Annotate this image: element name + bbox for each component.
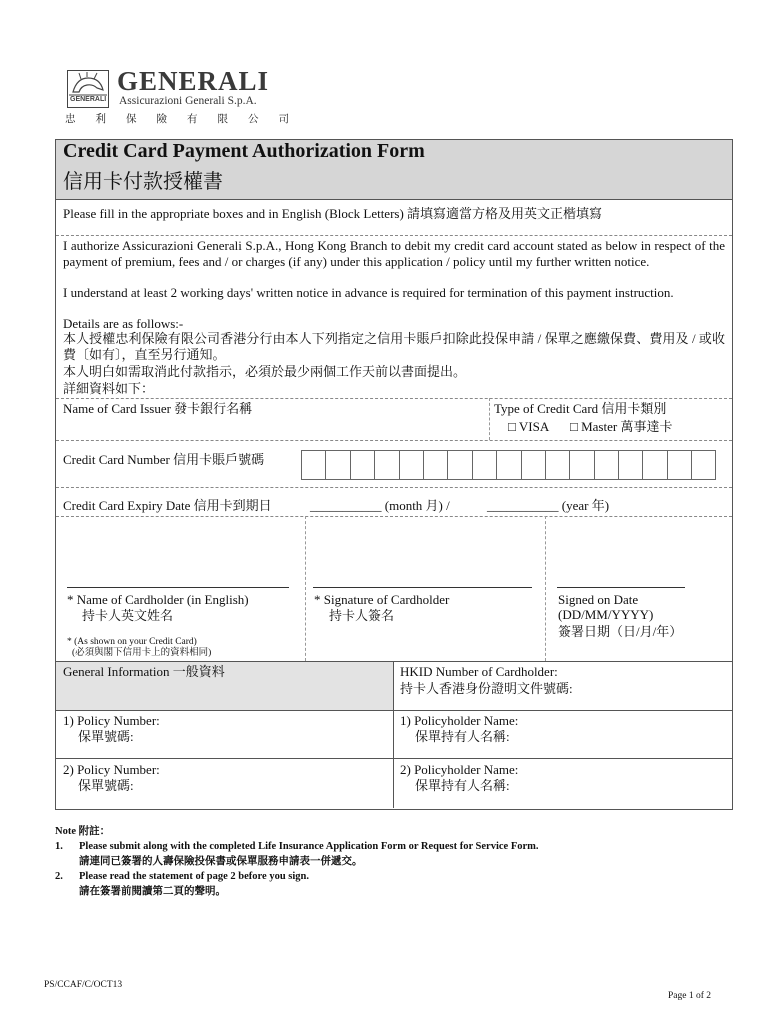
policyholder-1-zh: 保單持有人名稱: (415, 729, 510, 744)
signed-date-line[interactable] (557, 587, 685, 588)
hkid-label-zh: 持卡人香港身份證明文件號碼: (400, 681, 573, 696)
policy-number-1: 1) Policy Number: (63, 713, 160, 728)
divider (56, 398, 732, 399)
company-name-zh: 忠利保險有限公司 (65, 114, 309, 125)
notes-heading: Note 附註： (55, 826, 111, 837)
divider (56, 516, 732, 517)
general-info-label: General Information 一般資料 (63, 664, 225, 679)
visa-checkbox[interactable]: □ VISA (508, 419, 550, 434)
authorization-zh-2: 本人明白如需取消此付款指示，必須於最少兩個工作天前以書面提出。 (63, 364, 467, 379)
divider (393, 661, 394, 808)
authorization-en-1: I authorize Assicurazioni Generali S.p.A., Hong Kong Branch to debit my credit card account stated as below in respect of the payment of premium, fees and / or charges (if any) under this application / policy until my further written notice. (63, 238, 725, 269)
brand-name: GENERALI (117, 66, 270, 96)
footnote-en: * (As shown on your Credit Card) (67, 637, 197, 647)
logo-caption: GENERALI (70, 96, 107, 103)
policy-number-1-zh: 保單號碼: (78, 729, 134, 744)
expiry-month-field[interactable]: ___________ (month 月) / (310, 498, 450, 513)
footnote-zh: (必須與閣下信用卡上的資料相同) (72, 648, 212, 658)
note-2-number: 2. (55, 871, 63, 882)
authorization-zh-1: 本人授權忠利保險有限公司香港分行由本人下列指定之信用卡賬戶扣除此投保申請 / 保單之應繳保費、費用及 / 或收費〔如有〕，直至另行通知。 (63, 331, 725, 362)
form-code: PS/CCAF/C/OCT13 (44, 980, 123, 990)
note-2-zh: 請在簽署前閱讀第二頁的聲明。 (79, 886, 226, 897)
cardholder-name-line[interactable] (67, 587, 289, 588)
expiry-label: Credit Card Expiry Date 信用卡到期日 (63, 498, 272, 513)
divider (545, 516, 546, 661)
divider (305, 516, 306, 661)
card-number-label: Credit Card Number 信用卡賬戶號碼 (63, 452, 265, 467)
instruction: Please fill in the appropriate boxes and in English (Block Letters) 請填寫適當方格及用英文正楷填寫 (63, 206, 603, 221)
generali-logo (67, 70, 109, 108)
expiry-year-field[interactable]: ___________ (year 年) (487, 498, 610, 513)
form-title-zh: 信用卡付款授權書 (63, 171, 223, 193)
card-type-label: Type of Credit Card 信用卡類別 (494, 401, 667, 416)
cardholder-name-zh: 持卡人英文姓名 (82, 608, 174, 623)
page-number: Page 1 of 2 (668, 991, 712, 1001)
policy-number-2-zh: 保單號碼: (78, 778, 134, 793)
card-issuer-label: Name of Card Issuer 發卡銀行名稱 (63, 401, 253, 416)
signature-line[interactable] (313, 587, 532, 588)
signed-on-zh: 簽署日期（日/月/年） (558, 624, 683, 639)
policyholder-1: 1) Policyholder Name: (400, 713, 519, 728)
authorization-en-3: Details are as follows:- (63, 316, 184, 331)
note-1-number: 1. (55, 841, 63, 852)
note-1-zh: 請連同已簽署的人壽保險投保書或保單服務申請表一併遞交。 (79, 856, 363, 867)
hkid-label-en: HKID Number of Cardholder: (400, 664, 558, 679)
note-2-en: Please read the statement of page 2 before you sign. (79, 871, 309, 882)
divider (56, 440, 732, 441)
authorization-zh-3: 詳細資料如下： (63, 381, 155, 396)
company-name: Assicurazioni Generali S.p.A. (119, 95, 257, 107)
signed-on-en: Signed on Date (558, 592, 639, 607)
policy-number-2: 2) Policy Number: (63, 762, 160, 777)
signature-zh: 持卡人簽名 (329, 608, 395, 623)
cardholder-name-en: * Name of Cardholder (in English) (67, 592, 249, 607)
divider (489, 398, 490, 440)
signature-en: * Signature of Cardholder (314, 592, 450, 607)
master-checkbox[interactable]: □ Master 萬事達卡 (570, 419, 673, 434)
divider (56, 235, 732, 236)
divider (56, 710, 732, 711)
authorization-en-2: I understand at least 2 working days' written notice in advance is required for termination of this payment instruction. (63, 285, 674, 300)
form-title-en: Credit Card Payment Authorization Form (63, 140, 425, 162)
divider (56, 487, 732, 488)
policyholder-2: 2) Policyholder Name: (400, 762, 519, 777)
policyholder-2-zh: 保單持有人名稱: (415, 778, 510, 793)
note-1-en: Please submit along with the completed Life Insurance Application Form or Request for Service Form. (79, 841, 539, 852)
card-number-input[interactable] (301, 450, 716, 480)
signed-on-format: (DD/MM/YYYY) (558, 607, 654, 622)
divider (56, 758, 732, 759)
